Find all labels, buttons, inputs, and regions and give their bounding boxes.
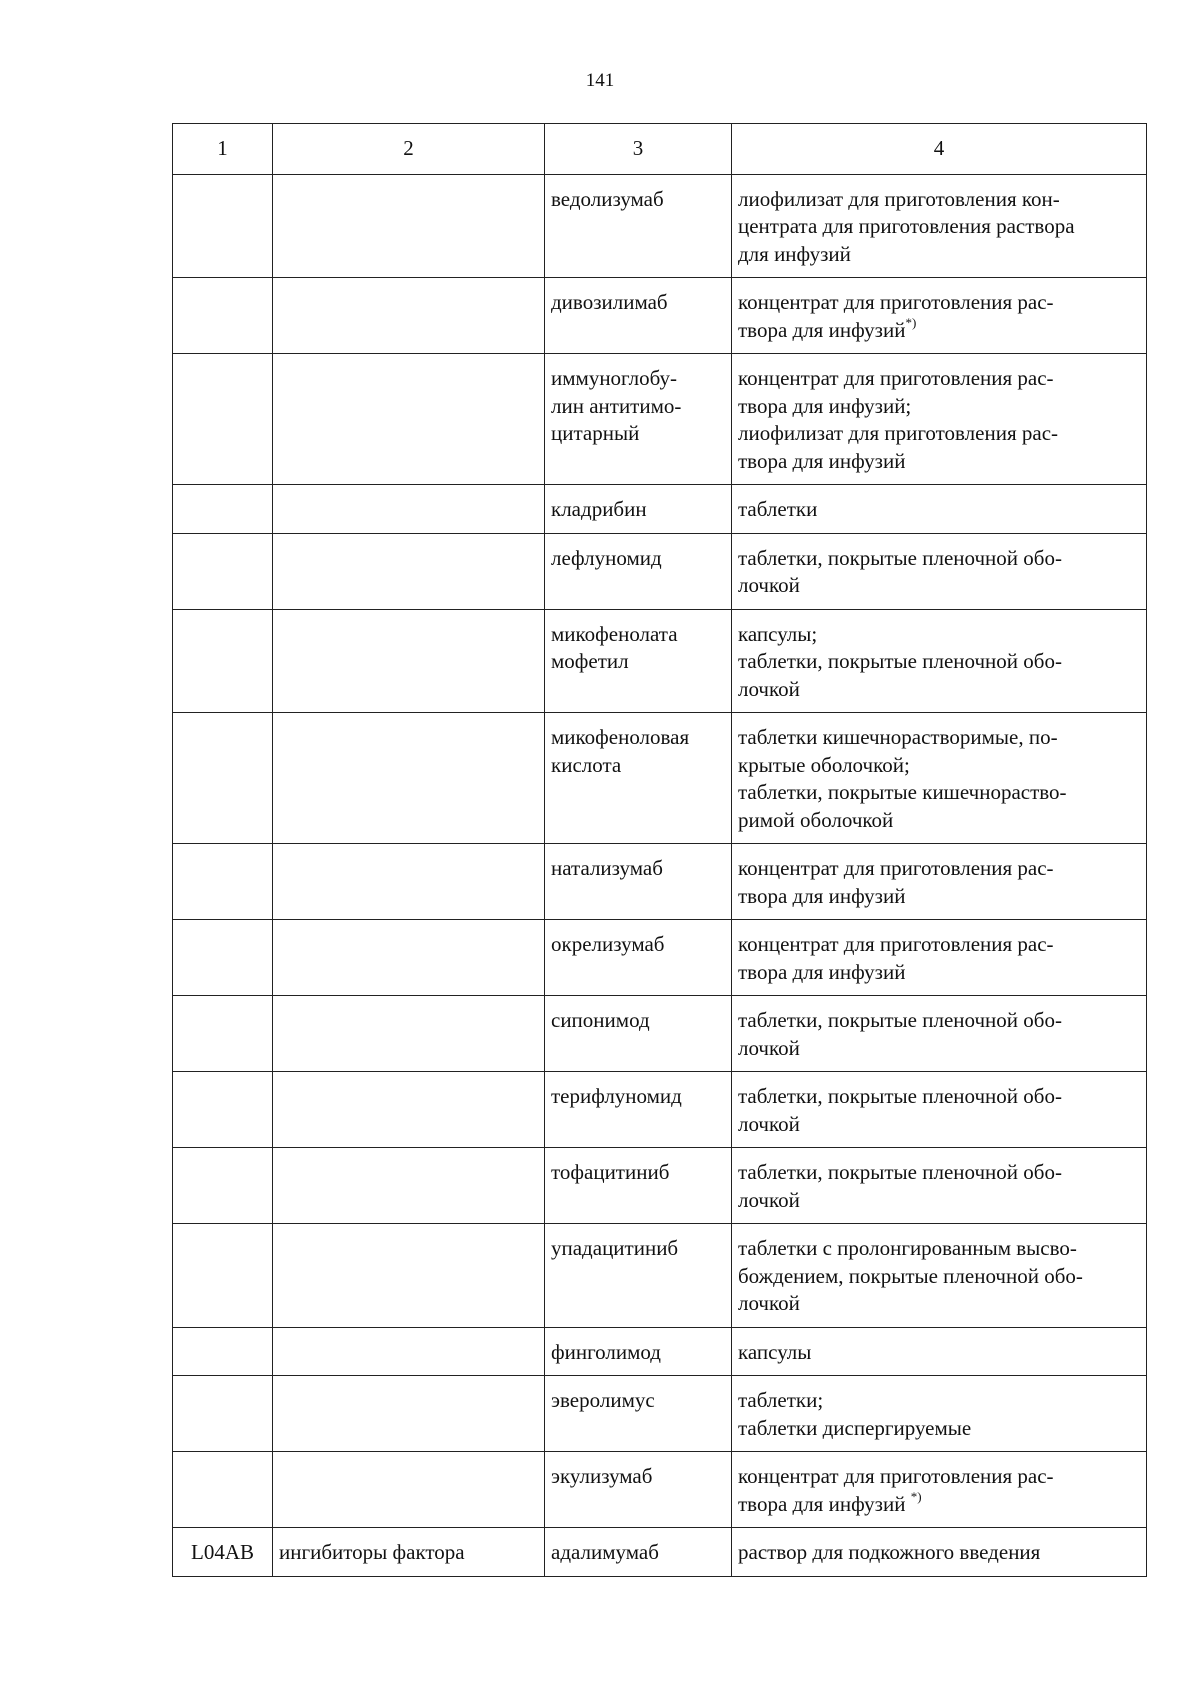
header-cell-2: 2 (273, 124, 545, 175)
header-cell-1: 1 (173, 124, 273, 175)
atc-code-cell (173, 278, 273, 354)
drug-name-cell (545, 1528, 732, 1577)
drug-name-cell (545, 1327, 732, 1376)
group-cell (273, 174, 545, 278)
group-cell (273, 1148, 545, 1224)
dosage-form-text: крытые оболочкой; (738, 752, 910, 777)
table-row (173, 1376, 1147, 1452)
table-row (173, 920, 1147, 996)
drug-name-cell (545, 1072, 732, 1148)
table-row (173, 1528, 1147, 1577)
drug-name-line: сипонимод (551, 1008, 650, 1032)
drug-name-line: окрелизумаб (551, 932, 665, 956)
dosage-form-line (738, 931, 1140, 959)
dosage-form-line (738, 621, 1140, 649)
drug-name-line: микофенолата (551, 621, 678, 646)
group-cell (273, 485, 545, 534)
dosage-form-text: концентрат для приготовления рас- (738, 366, 1054, 390)
atc-code-cell (173, 844, 273, 920)
atc-code-cell (173, 1376, 273, 1452)
drug-name-cell (545, 533, 732, 609)
dosage-form-text: капсулы (738, 1339, 812, 1364)
dosage-form-text: лочкой (738, 676, 800, 701)
dosage-form-text: римой оболочкой (738, 807, 894, 832)
dosage-form-line (738, 1488, 1140, 1519)
drug-name-line: финголимод (551, 1339, 661, 1364)
dosage-form-line (738, 1235, 1140, 1263)
dosage-form-text: таблетки, покрытые пленочной обо- (738, 1084, 1062, 1108)
dosage-form-cell (732, 1148, 1147, 1224)
dosage-form-text: таблетки, покрытые пленочной обо- (738, 649, 1062, 673)
atc-code-cell (173, 485, 273, 534)
dosage-form-text: концентрат для приготовления рас- (738, 290, 1054, 314)
dosage-form-line (738, 959, 1140, 987)
dosage-form-text: таблетки, покрытые пленочной обо- (738, 545, 1062, 570)
table-header-row (173, 124, 1147, 175)
table-row (173, 1224, 1147, 1328)
atc-code-cell (173, 1452, 273, 1528)
drug-name-cell (545, 1224, 732, 1328)
table-row (173, 713, 1147, 844)
dosage-form-line (738, 1007, 1140, 1035)
dosage-form-text: центрата для приготовления раствора (738, 214, 1075, 238)
atc-code-cell (173, 1327, 273, 1376)
header-cell-3: 3 (545, 124, 732, 175)
table-row (173, 485, 1147, 534)
drug-name-line: натализумаб (551, 856, 663, 880)
dosage-form-line (738, 1463, 1140, 1491)
dosage-form-line (738, 1111, 1140, 1139)
dosage-form-text: твора для инфузий (738, 1491, 911, 1516)
dosage-form-line (738, 314, 1140, 345)
drug-name-line: микофеноловая (551, 725, 690, 749)
drug-name-line: кислота (551, 752, 622, 777)
dosage-form-cell (732, 278, 1147, 354)
footnote-marker: *) (905, 314, 917, 330)
dosage-form-text: таблетки с пролонгированным высво- (738, 1236, 1077, 1260)
dosage-form-text: твора для инфузий (738, 317, 906, 342)
dosage-form-text: концентрат для приготовления рас- (738, 1464, 1054, 1488)
drug-name-line: лин антитимо- (551, 393, 682, 418)
dosage-form-text: таблетки диспергируемые (738, 1415, 972, 1440)
dosage-form-line (738, 1539, 1140, 1567)
atc-code-cell (173, 713, 273, 844)
dosage-form-line (738, 1035, 1140, 1063)
group-cell (273, 1072, 545, 1148)
drug-name-cell (545, 609, 732, 713)
header-cell-4: 4 (732, 124, 1147, 175)
dosage-form-text: таблетки, покрытые кишечнораство- (738, 780, 1067, 804)
dosage-form-line (738, 1083, 1140, 1111)
table-row (173, 1452, 1147, 1528)
drug-name-line: терифлуномид (551, 1084, 682, 1108)
dosage-form-cell (732, 1376, 1147, 1452)
atc-code-cell (173, 354, 273, 485)
dosage-form-cell (732, 996, 1147, 1072)
dosage-form-cell (732, 533, 1147, 609)
page-number: 141 (585, 70, 615, 91)
group-cell (273, 609, 545, 713)
drug-name-line: мофетил (551, 649, 629, 673)
dosage-form-line (738, 648, 1140, 676)
dosage-form-line (738, 213, 1140, 241)
table-row (173, 354, 1147, 485)
drug-name-line: дивозилимаб (551, 290, 668, 314)
drug-name-line: эверолимус (551, 1388, 655, 1412)
atc-code-cell (173, 533, 273, 609)
dosage-form-text: капсулы; (738, 621, 818, 646)
drug-name-line: тофацитиниб (551, 1160, 670, 1184)
dosage-form-cell (732, 174, 1147, 278)
drug-name-cell (545, 485, 732, 534)
drug-name-line: цитарный (551, 421, 640, 445)
dosage-form-line (738, 724, 1140, 752)
dosage-form-cell (732, 354, 1147, 485)
dosage-form-text: твора для инфузий; (738, 393, 912, 418)
dosage-form-text: концентрат для приготовления рас- (738, 856, 1054, 880)
group-cell (273, 1327, 545, 1376)
dosage-form-cell (732, 1528, 1147, 1577)
drug-name-cell (545, 713, 732, 844)
dosage-form-line (738, 1187, 1140, 1215)
group-cell (273, 996, 545, 1072)
group-cell (273, 844, 545, 920)
dosage-form-line (738, 1290, 1140, 1318)
dosage-form-text: лочкой (738, 1187, 800, 1212)
atc-code-cell (173, 1072, 273, 1148)
drug-name-line: упадацитиниб (551, 1236, 679, 1260)
dosage-form-text: для инфузий (738, 241, 851, 266)
group-cell (273, 1224, 545, 1328)
table-body (173, 174, 1147, 1576)
dosage-form-text: лочкой (738, 1035, 800, 1060)
drug-name-cell (545, 1148, 732, 1224)
table-row (173, 844, 1147, 920)
dosage-form-line (738, 1159, 1140, 1187)
dosage-form-text: лочкой (738, 1111, 800, 1136)
atc-code-cell (173, 996, 273, 1072)
drug-name-cell (545, 1376, 732, 1452)
dosage-form-line (738, 545, 1140, 573)
dosage-form-text: лиофилизат для приготовления рас- (738, 421, 1059, 445)
group-cell (273, 1452, 545, 1528)
dosage-form-line (738, 779, 1140, 807)
footnote-marker: *) (910, 1488, 922, 1504)
dosage-form-line (738, 572, 1140, 600)
dosage-form-line (738, 186, 1140, 214)
table-row (173, 1148, 1147, 1224)
dosage-form-cell (732, 920, 1147, 996)
drug-name-cell (545, 844, 732, 920)
drug-name-line: адалимумаб (551, 1540, 659, 1564)
drug-name-cell (545, 174, 732, 278)
dosage-form-line (738, 496, 1140, 524)
group-cell (273, 1376, 545, 1452)
dosage-form-text: бождением, покрытые пленочной обо- (738, 1263, 1083, 1288)
dosage-form-text: твора для инфузий (738, 959, 906, 984)
group-cell (273, 354, 545, 485)
dosage-form-text: лиофилизат для приготовления кон- (738, 186, 1060, 211)
dosage-form-line (738, 448, 1140, 476)
dosage-form-cell (732, 1072, 1147, 1148)
dosage-form-line (738, 393, 1140, 421)
dosage-form-cell (732, 1224, 1147, 1328)
dosage-form-cell (732, 844, 1147, 920)
dosage-form-line (738, 241, 1140, 269)
table-row (173, 609, 1147, 713)
table-row (173, 1327, 1147, 1376)
dosage-form-line (738, 807, 1140, 835)
dosage-form-line (738, 752, 1140, 780)
dosage-form-cell (732, 1327, 1147, 1376)
table-row (173, 1072, 1147, 1148)
drug-name-cell (545, 920, 732, 996)
dosage-form-text: лочкой (738, 1291, 800, 1315)
atc-code-cell: L04AB (173, 1528, 273, 1577)
dosage-form-cell (732, 1452, 1147, 1528)
dosage-form-line (738, 855, 1140, 883)
dosage-form-text: твора для инфузий (738, 883, 906, 908)
dosage-form-line (738, 365, 1140, 393)
table-row (173, 278, 1147, 354)
dosage-form-cell (732, 609, 1147, 713)
dosage-form-text: лочкой (738, 573, 800, 597)
drug-name-line: иммуноглобу- (551, 366, 677, 390)
dosage-form-text: раствор для подкожного введения (738, 1540, 1041, 1564)
drug-name-cell (545, 354, 732, 485)
dosage-form-text: таблетки кишечнорастворимые, по- (738, 725, 1058, 749)
dosage-form-text: твора для инфузий (738, 448, 906, 473)
drug-name-cell (545, 1452, 732, 1528)
drug-name-line: лефлуномид (551, 545, 662, 570)
atc-code-cell (173, 920, 273, 996)
drug-name-cell (545, 278, 732, 354)
dosage-form-line (738, 289, 1140, 317)
atc-code-cell (173, 174, 273, 278)
dosage-form-text: таблетки, покрытые пленочной обо- (738, 1160, 1062, 1184)
dosage-form-line (738, 420, 1140, 448)
atc-code-cell (173, 1224, 273, 1328)
dosage-form-line (738, 1415, 1140, 1443)
dosage-form-text: таблетки; (738, 1388, 824, 1412)
atc-code-cell (173, 609, 273, 713)
drug-name-line: ведолизумаб (551, 186, 664, 211)
dosage-form-text: таблетки (738, 497, 818, 521)
group-cell (273, 920, 545, 996)
drug-name-line: экулизумаб (551, 1464, 653, 1488)
table-row (173, 533, 1147, 609)
atc-code-cell (173, 1148, 273, 1224)
drug-name-cell (545, 996, 732, 1072)
dosage-form-line (738, 676, 1140, 704)
group-cell: ингибиторы фактора (273, 1528, 545, 1577)
dosage-form-line (738, 1387, 1140, 1415)
drug-name-line: кладрибин (551, 497, 647, 521)
dosage-form-cell (732, 485, 1147, 534)
table-row (173, 996, 1147, 1072)
dosage-form-line (738, 883, 1140, 911)
group-cell (273, 533, 545, 609)
dosage-form-cell (732, 713, 1147, 844)
drug-table (172, 123, 1147, 1577)
dosage-form-text: концентрат для приготовления рас- (738, 932, 1054, 956)
group-cell (273, 713, 545, 844)
group-cell (273, 278, 545, 354)
dosage-form-line (738, 1263, 1140, 1291)
dosage-form-text: таблетки, покрытые пленочной обо- (738, 1008, 1062, 1032)
table-row (173, 174, 1147, 278)
dosage-form-line (738, 1339, 1140, 1367)
